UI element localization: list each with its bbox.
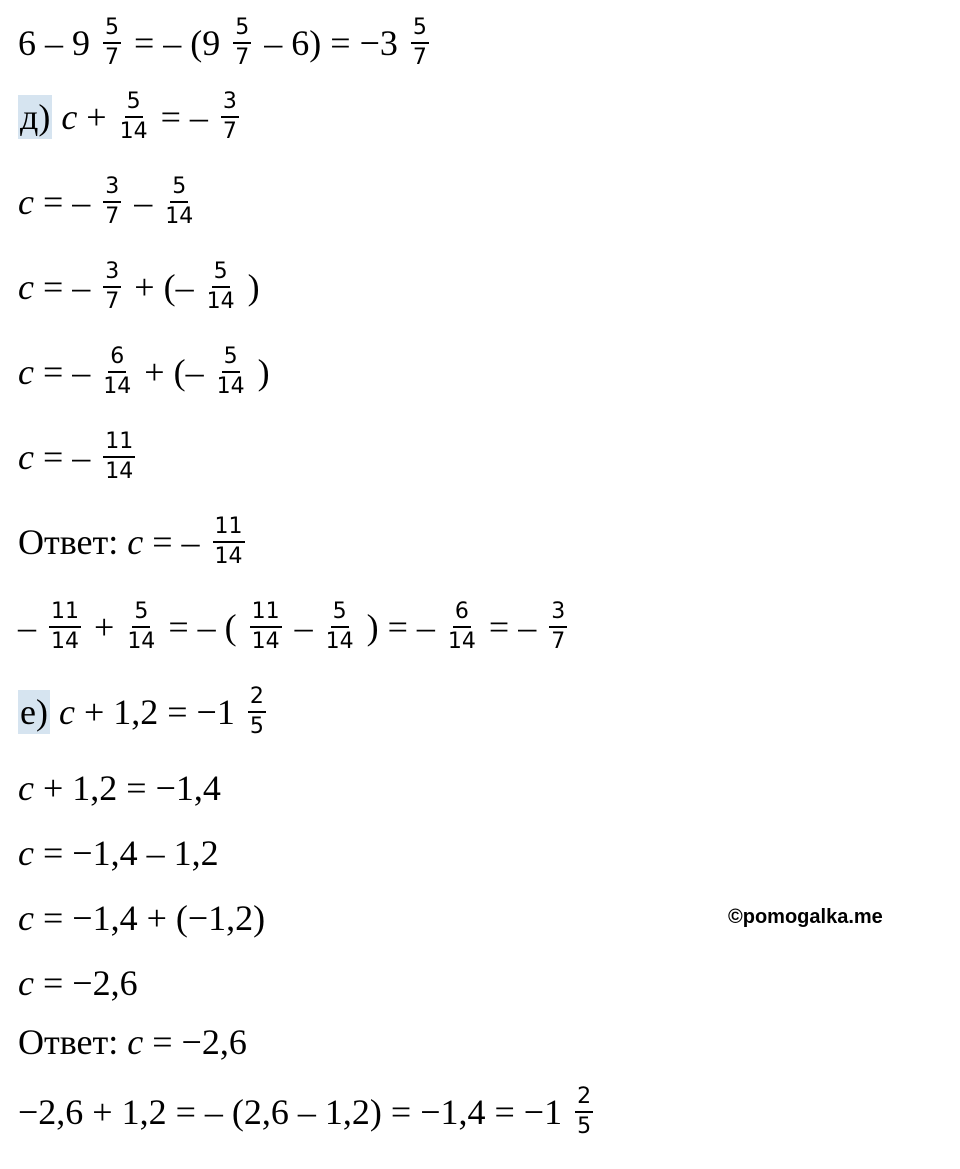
fraction: $\frac{3}{7}$: [105, 174, 120, 230]
answer-line-e: Ответ: c = −2,6: [18, 1022, 247, 1062]
fraction: $\frac{5}{7}$: [412, 15, 427, 71]
equation-line-4: c = – $\frac{3}{7}$ + (– $\frac{5}{14}$ ): [18, 259, 260, 315]
equation-line-11: c = −1,4 – 1,2: [18, 833, 219, 873]
equation-line-5: c = – $\frac{6}{14}$ + (– $\frac{5}{14}$ ): [18, 344, 270, 400]
fraction: $\frac{5}{14}$: [119, 89, 148, 145]
watermark: ©pomogalka.me: [728, 906, 883, 928]
part-e-label: е): [20, 692, 48, 733]
fraction: $\frac{5}{14}$: [165, 174, 194, 230]
fraction: $\frac{5}{7}$: [235, 15, 250, 71]
check-line-d: – $\frac{11}{14}$ + $\frac{5}{14}$ = – ( $\frac{11}{14}$ – $\frac{5}{14}$ ) = – $\frac{6}{14}$ = – $\frac{3}{7}$: [18, 599, 566, 655]
fraction: $\frac{3}{7}$: [551, 599, 566, 655]
equation-line-1: 6 – 9 $\frac{5}{7}$ = – (9 $\frac{5}{7}$ – 6) = −3 $\frac{5}{7}$: [18, 15, 427, 71]
equation-line-10: c + 1,2 = −1,4: [18, 768, 221, 808]
equation-line-12: c = −1,4 + (−1,2): [18, 898, 266, 938]
fraction: $\frac{5}{7}$: [105, 15, 119, 71]
fraction: $\frac{11}{14}$: [214, 514, 243, 570]
fraction: $\frac{2}{5}$: [577, 1084, 592, 1140]
fraction: $\frac{5}{14}$: [325, 599, 354, 655]
fraction: $\frac{11}{14}$: [105, 429, 134, 485]
equation-line-3: c = – $\frac{3}{7}$ – $\frac{5}{14}$: [18, 174, 194, 230]
check-line-e: −2,6 + 1,2 = – (2,6 – 1,2) = −1,4 = −1 $\frac{2}{5}$: [18, 1084, 592, 1140]
fraction: $\frac{6}{14}$: [447, 599, 476, 655]
fraction: $\frac{5}{14}$: [216, 344, 245, 400]
equation-line-2: д) c + $\frac{5}{14}$ = – $\frac{3}{7}$: [20, 89, 237, 145]
fraction: $\frac{2}{5}$: [249, 684, 264, 740]
equation-line-13: c = −2,6: [18, 963, 138, 1003]
fraction: $\frac{11}{14}$: [251, 599, 280, 655]
equation-line-9: е) c + 1,2 = −1 $\frac{2}{5}$: [20, 684, 264, 740]
fraction: $\frac{6}{14}$: [103, 344, 132, 400]
fraction: $\frac{11}{14}$: [51, 599, 79, 655]
fraction: $\frac{3}{7}$: [105, 259, 120, 315]
fraction: $\frac{5}{14}$: [127, 599, 156, 655]
equation-line-6: c = – $\frac{11}{14}$: [18, 429, 134, 485]
fraction: $\frac{3}{7}$: [222, 89, 237, 145]
part-d-label: д): [20, 97, 51, 138]
fraction: $\frac{5}{14}$: [206, 259, 235, 315]
answer-line-d: Ответ: c = – $\frac{11}{14}$: [18, 514, 243, 570]
